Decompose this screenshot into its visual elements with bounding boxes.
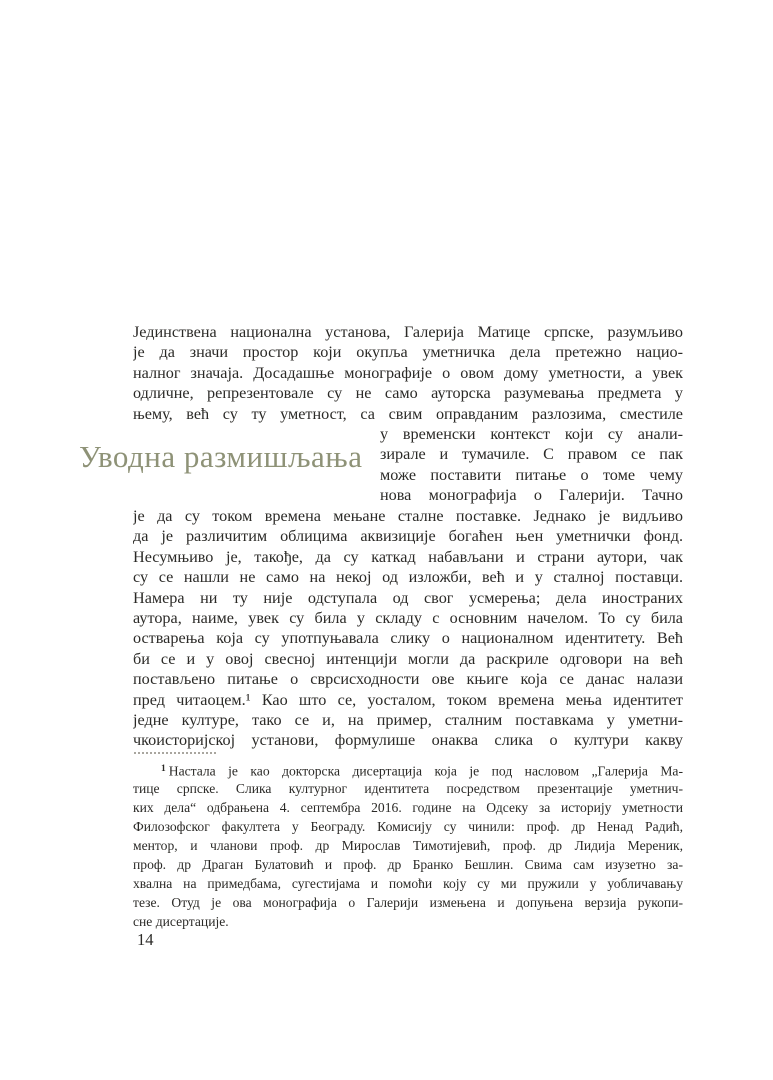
- body-text-line: остварења која су употпуњавала слику о националном идентитету. Већ: [133, 629, 683, 648]
- footnote-first-line-text: Настала је као докторска дисертација која је под насловом „Галерија Ма-: [168, 763, 683, 779]
- footnote-line: тице српске. Слика културног идентитета посредством презентације уметнич-: [133, 781, 683, 796]
- footnote-middle-lines: [133, 779, 683, 912]
- footnote-line: Филозофског факултета у Београду. Комисију су чинили: проф. др Ненад Радић,: [133, 819, 683, 834]
- body-text-line: нова монографија о Галерији. Тачно: [380, 486, 683, 505]
- footnote-line: сне дисертације.: [133, 914, 229, 929]
- intro-paragraph-top: [133, 322, 683, 424]
- body-text-line: је да значи простор који окупља уметничка дела претежно нацио-: [133, 343, 683, 362]
- intro-paragraph-wrap-column: [380, 424, 683, 506]
- footnote-line: ких дела“ одбрањена 4. септембра 2016. године на Одсеку за историју уметности: [133, 800, 683, 815]
- chapter-heading: Уводна размишљања: [79, 439, 363, 474]
- footnote-line: ментор, и чланови проф. др Мирослав Тимотијевић, проф. др Лидија Мереник,: [133, 838, 683, 853]
- body-text-line: у временски контекст који су анали-: [380, 425, 683, 443]
- footnote-separator: [134, 752, 216, 754]
- body-text-line: одличне, репрезентовале су не само ауторска разумевања предмета у: [133, 384, 683, 403]
- footnote: [133, 760, 683, 931]
- body-text-line: може поставити питање о томе чему: [380, 465, 683, 484]
- body-text-line: су се нашли не само на некој од изложби, већ и у сталној поставци.: [133, 568, 683, 587]
- body-text-line: је да су током времена мењане сталне поставке. Једнако је видљиво: [133, 507, 683, 525]
- footnote-line: тезе. Отуд је ова монографија о Галерији измењена и допуњена верзија рукопи-: [133, 895, 683, 910]
- page-number: 14: [137, 930, 154, 949]
- footnote-line: [133, 760, 683, 779]
- footnote-line: проф. др Драган Булатовић и проф. др Бранко Бешлин. Свима сам изузетно за-: [133, 857, 683, 872]
- body-text-line: налног значаја. Досадашње монографије о овом дому уметности, а увек: [133, 363, 683, 382]
- body-text-line: да је различитим облицима аквизиције богаћен њен уметнички фонд.: [133, 527, 683, 546]
- intro-paragraph-bottom: [133, 506, 683, 751]
- body-text-line: зирале и тумачиле. С правом се пак: [380, 445, 683, 464]
- body-text-line: би се и у овој свесној интенцији могли да раскриле одговори на већ: [133, 649, 683, 668]
- body-text-line: постављено питање о сврсисходности ове књиге која се данас налази: [133, 670, 683, 689]
- body-text-line: Јединствена национална установа, Галерија Матице српске, разумљиво: [133, 323, 683, 341]
- body-text-line: једне културе, тако се и, на пример, сталним поставкама у уметни-: [133, 710, 683, 729]
- body-text-line: Намера ни ту није одступала од свог усмерења; дела иностраних: [133, 588, 683, 607]
- body-text-line: њему, већ су ту уметност, са свим оправданим разлозима, сместиле: [133, 404, 683, 423]
- body-text-line: аутора, наиме, увек су била у складу с основним начелом. То су била: [133, 608, 683, 627]
- footnote-marker: 1: [161, 764, 166, 774]
- body-text-line: Несумњиво је, такође, да су каткад набављани и страни аутори, чак: [133, 547, 683, 566]
- footnote-line: хвална на примедбама, сугестијама и помоћи коју су ми пружили у уобличавању: [133, 876, 683, 891]
- body-text-line: чкоисторијској установи, формулише онаква слика о култури какву: [133, 731, 683, 750]
- body-text-line: пред читаоцем.¹ Као што се, уосталом, током времена мења идентитет: [133, 690, 683, 709]
